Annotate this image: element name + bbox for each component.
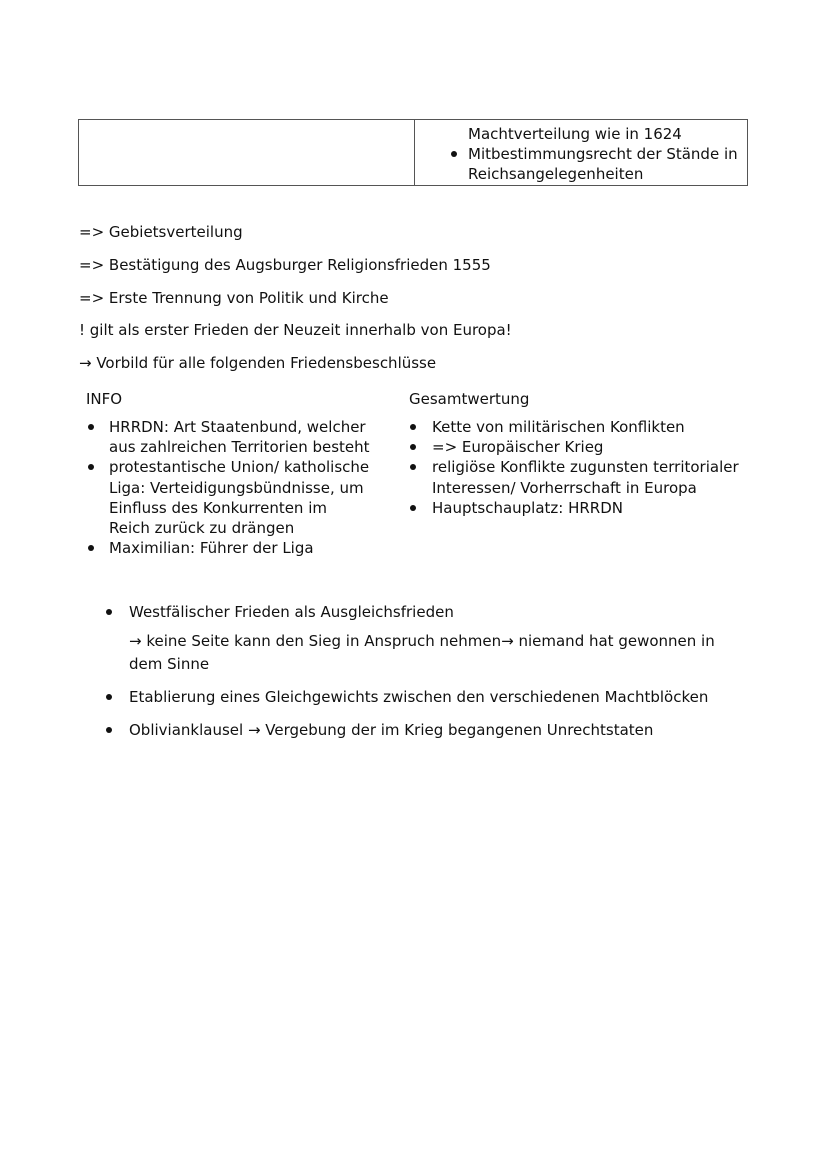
result-line: => Bestätigung des Augsburger Religionsfrieden 1555: [79, 256, 491, 274]
table-column-divider: [414, 120, 415, 185]
result-line: → Vorbild für alle folgenden Friedensbeschlüsse: [79, 354, 437, 372]
bullet-icon: [410, 424, 416, 430]
table-cell-line: Reichsangelegenheiten: [468, 165, 644, 183]
bullet-icon: [106, 609, 112, 615]
conclusion-subline: dem Sinne: [129, 655, 210, 673]
conclusion-item: Etablierung eines Gleichgewichts zwischen den verschiedenen Machtblöcken: [129, 688, 709, 706]
result-line: => Erste Trennung von Politik und Kirche: [79, 289, 389, 307]
table-cell-line: Mitbestimmungsrecht der Stände in: [468, 145, 738, 163]
bullet-icon: [410, 444, 416, 450]
info-line: Einfluss des Konkurrenten im: [109, 499, 327, 517]
bullet-icon: [410, 505, 416, 511]
info-line: Reich zurück zu drängen: [109, 519, 295, 537]
result-line: ! gilt als erster Frieden der Neuzeit innerhalb von Europa!: [79, 321, 512, 339]
info-line: Maximilian: Führer der Liga: [109, 539, 314, 557]
info-line: protestantische Union/ katholische: [109, 458, 370, 476]
conclusion-subline: → keine Seite kann den Sieg in Anspruch nehmen→ niemand hat gewonnen in: [129, 632, 715, 650]
gesamt-line: Interessen/ Vorherrschaft in Europa: [432, 479, 697, 497]
bullet-icon: [106, 727, 112, 733]
bullet-icon: [88, 545, 94, 551]
bullet-icon: [88, 424, 94, 430]
bullet-icon: [451, 151, 457, 157]
gesamt-line: religiöse Konflikte zugunsten territorialer: [432, 458, 739, 476]
table-cell-line: Machtverteilung wie in 1624: [468, 125, 682, 143]
gesamt-line: Hauptschauplatz: HRRDN: [432, 499, 624, 517]
info-line: HRRDN: Art Staatenbund, welcher: [109, 418, 366, 436]
bullet-icon: [88, 464, 94, 470]
bullet-icon: [106, 694, 112, 700]
result-line: => Gebietsverteilung: [79, 223, 243, 241]
info-line: aus zahlreichen Territorien besteht: [109, 438, 370, 456]
bullet-icon: [410, 464, 416, 470]
conclusion-item: Westfälischer Frieden als Ausgleichsfrieden: [129, 603, 454, 621]
gesamt-line: Kette von militärischen Konflikten: [432, 418, 685, 436]
gesamt-line: => Europäischer Krieg: [432, 438, 604, 456]
info-line: Liga: Verteidigungsbündnisse, um: [109, 479, 364, 497]
info-heading: INFO: [86, 390, 123, 408]
conclusion-item: Oblivianklausel → Vergebung der im Krieg begangenen Unrechtstaten: [129, 721, 654, 739]
gesamt-heading: Gesamtwertung: [409, 390, 530, 408]
